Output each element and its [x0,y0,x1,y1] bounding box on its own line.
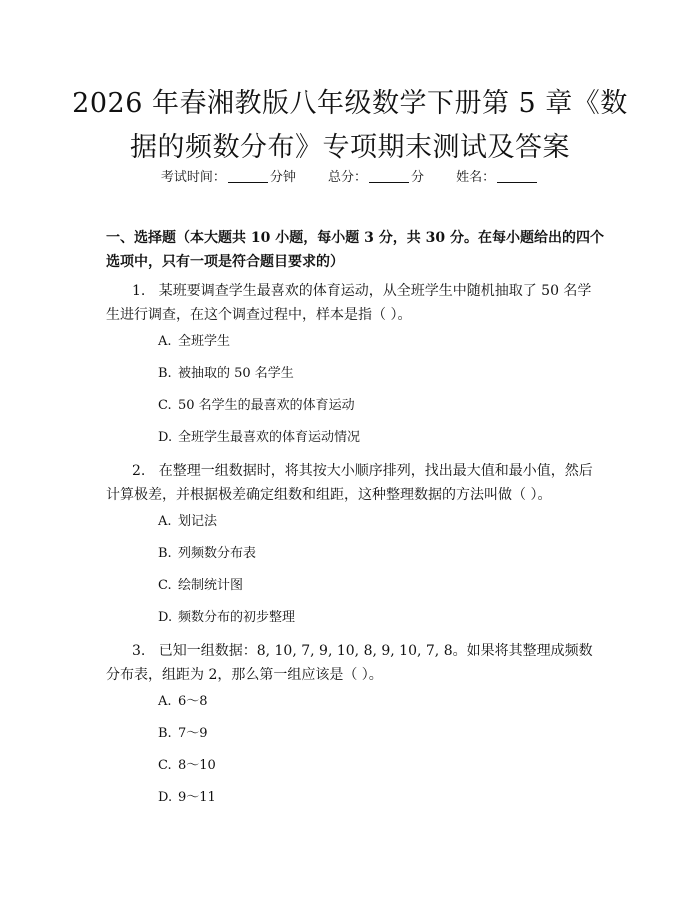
option-letter: D. [158,790,173,805]
title-line-1: 2026 年春湘教版八年级数学下册第 5 章《数 [72,88,628,119]
question-2 [106,459,602,507]
option-a [158,692,208,712]
option-letter: A. [158,514,172,529]
option-text: 绘制统计图 [178,578,244,593]
total-score-field [328,170,428,185]
option-c [158,576,243,596]
option-b [158,544,256,564]
option-a [158,332,230,352]
option-letter: C. [158,758,172,773]
total-score-label: 总分： [327,170,367,185]
question-text: 某班要调查学生最喜欢的体育运动，从全班学生中随机抽取了 50 名学生进行调查，在这个调查过程中，样本是指（ ）。 [106,283,592,323]
question-number: 3. [132,643,146,659]
option-text: 8～10 [178,758,216,773]
total-score-blank [369,170,409,183]
title-line-2: 据的频数分布》专项期末测试及答案 [130,132,570,163]
option-text: 全班学生 [178,334,231,349]
exam-time-label: 考试时间： [160,170,226,185]
student-name-field [456,170,539,185]
option-a [158,512,217,532]
exam-time-unit: 分钟 [269,170,296,185]
option-letter: C. [158,578,172,593]
question-number: 2. [132,463,146,479]
option-letter: B. [158,546,172,561]
option-text: 7～9 [178,726,208,741]
option-d [158,428,360,448]
question-3 [106,639,602,687]
option-b [158,724,208,744]
option-d [158,608,295,628]
student-name-blank [497,170,537,183]
option-text: 列频数分布表 [178,546,257,561]
option-text: 9～11 [178,790,216,805]
option-letter: A. [158,694,172,709]
student-name-label: 姓名： [456,170,496,185]
total-score-unit: 分 [411,170,425,185]
option-letter: C. [158,398,172,413]
option-text: 50 名学生的最喜欢的体育运动 [178,398,355,413]
option-text: 划记法 [178,514,218,529]
option-text: 频数分布的初步整理 [178,610,296,625]
option-c [158,396,355,416]
document-title [60,82,640,170]
section-heading: 一、选择题（本大题共 10 小题，每小题 3 分，共 30 分。在每小题给出的四个选项中，只有一项是符合题目要求的） [106,230,604,270]
option-text: 全班学生最喜欢的体育运动情况 [178,430,361,445]
option-letter: D. [158,610,173,625]
option-text: 被抽取的 50 名学生 [178,366,294,381]
question-text: 已知一组数据：8, 10, 7, 9, 10, 8, 9, 10, 7, 8。如果将其整理成频数分布表，组距为 2，那么第一组应该是（ ）。 [106,643,593,683]
question-text: 在整理一组数据时，将其按大小顺序排列，找出最大值和最小值，然后计算极差，并根据极差确定组数和组距，这种整理数据的方法叫做（ ）。 [106,463,593,503]
exam-meta-line [0,166,700,185]
option-letter: A. [158,334,172,349]
question-1 [106,279,602,327]
option-d [158,788,216,808]
option-c [158,756,216,776]
exam-time-blank [228,170,268,183]
option-b [158,364,294,384]
option-letter: D. [158,430,173,445]
exam-time-field [161,170,300,185]
option-letter: B. [158,366,172,381]
question-number: 1. [132,283,146,299]
option-text: 6～8 [178,694,208,709]
option-letter: B. [158,726,172,741]
